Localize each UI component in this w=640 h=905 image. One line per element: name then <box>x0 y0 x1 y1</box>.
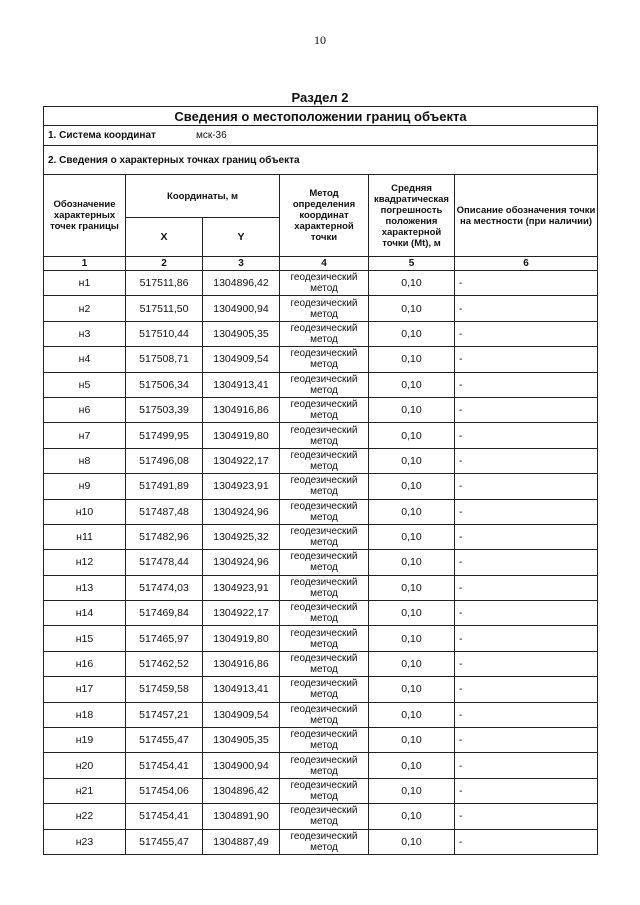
description-cell: - <box>455 271 598 296</box>
mt-cell: 0,10 <box>369 423 455 448</box>
x-cell: 517454,41 <box>126 804 203 829</box>
title-row <box>44 107 598 126</box>
x-cell: 517496,08 <box>126 448 203 473</box>
point-cell: н9 <box>44 474 126 499</box>
method-cell: геодезический метод <box>280 296 369 321</box>
mt-cell: 0,10 <box>369 296 455 321</box>
mt-cell: 0,10 <box>369 397 455 422</box>
method-cell: геодезический метод <box>280 651 369 676</box>
y-cell: 1304891,90 <box>203 804 280 829</box>
point-cell: н3 <box>44 321 126 346</box>
x-cell: 517511,50 <box>126 296 203 321</box>
table-row <box>44 651 598 676</box>
column-number: 3 <box>203 257 280 271</box>
mt-cell: 0,10 <box>369 321 455 346</box>
point-cell: н23 <box>44 829 126 854</box>
mt-cell: 0,10 <box>369 347 455 372</box>
x-cell: 517457,21 <box>126 702 203 727</box>
method-cell: геодезический метод <box>280 677 369 702</box>
y-cell: 1304900,94 <box>203 296 280 321</box>
x-cell: 517503,39 <box>126 397 203 422</box>
table-row <box>44 296 598 321</box>
x-cell: 517459,58 <box>126 677 203 702</box>
coordinate-system-row <box>44 126 598 146</box>
method-cell: геодезический метод <box>280 753 369 778</box>
table-row <box>44 677 598 702</box>
y-cell: 1304905,35 <box>203 321 280 346</box>
mt-cell: 0,10 <box>369 524 455 549</box>
table-row <box>44 524 598 549</box>
x-cell: 517487,48 <box>126 499 203 524</box>
y-cell: 1304922,17 <box>203 601 280 626</box>
method-cell: геодезический метод <box>280 499 369 524</box>
table-row <box>44 550 598 575</box>
x-cell: 517474,03 <box>126 575 203 600</box>
x-cell: 517508,71 <box>126 347 203 372</box>
y-cell: 1304925,32 <box>203 524 280 549</box>
coordinate-system-label: 1. Система координат <box>48 130 156 141</box>
description-cell: - <box>455 677 598 702</box>
y-cell: 1304900,94 <box>203 753 280 778</box>
point-cell: н10 <box>44 499 126 524</box>
point-cell: н16 <box>44 651 126 676</box>
method-cell: геодезический метод <box>280 626 369 651</box>
method-cell: геодезический метод <box>280 550 369 575</box>
table-row <box>44 347 598 372</box>
point-cell: н1 <box>44 271 126 296</box>
mt-cell: 0,10 <box>369 651 455 676</box>
x-cell: 517482,96 <box>126 524 203 549</box>
point-cell: н17 <box>44 677 126 702</box>
y-cell: 1304923,91 <box>203 474 280 499</box>
description-cell: - <box>455 448 598 473</box>
mt-cell: 0,10 <box>369 626 455 651</box>
header-coordinates: Координаты, м <box>126 175 280 218</box>
table-row <box>44 575 598 600</box>
mt-cell: 0,10 <box>369 601 455 626</box>
point-cell: н8 <box>44 448 126 473</box>
header-x: X <box>126 218 203 257</box>
method-cell: геодезический метод <box>280 271 369 296</box>
description-cell: - <box>455 550 598 575</box>
table-row <box>44 753 598 778</box>
method-cell: геодезический метод <box>280 804 369 829</box>
point-cell: н20 <box>44 753 126 778</box>
y-cell: 1304919,80 <box>203 626 280 651</box>
mt-cell: 0,10 <box>369 829 455 854</box>
y-cell: 1304913,41 <box>203 677 280 702</box>
description-cell: - <box>455 626 598 651</box>
method-cell: геодезический метод <box>280 474 369 499</box>
method-cell: геодезический метод <box>280 448 369 473</box>
description-cell: - <box>455 347 598 372</box>
y-cell: 1304896,42 <box>203 778 280 803</box>
table-row <box>44 804 598 829</box>
description-cell: - <box>455 524 598 549</box>
x-cell: 517510,44 <box>126 321 203 346</box>
description-cell: - <box>455 753 598 778</box>
table-row <box>44 499 598 524</box>
x-cell: 517478,44 <box>126 550 203 575</box>
y-cell: 1304913,41 <box>203 372 280 397</box>
table-row <box>44 448 598 473</box>
y-cell: 1304924,96 <box>203 499 280 524</box>
method-cell: геодезический метод <box>280 728 369 753</box>
column-number: 2 <box>126 257 203 271</box>
description-cell: - <box>455 651 598 676</box>
point-cell: н18 <box>44 702 126 727</box>
y-cell: 1304919,80 <box>203 423 280 448</box>
mt-cell: 0,10 <box>369 702 455 727</box>
table-row <box>44 601 598 626</box>
x-cell: 517454,41 <box>126 753 203 778</box>
mt-cell: 0,10 <box>369 474 455 499</box>
page-number: 10 <box>314 33 326 47</box>
point-cell: н5 <box>44 372 126 397</box>
coordinate-system-value: мск-36 <box>195 130 227 141</box>
description-cell: - <box>455 728 598 753</box>
description-cell: - <box>455 296 598 321</box>
description-cell: - <box>455 474 598 499</box>
boundary-points-table <box>43 106 598 855</box>
header-description: Описание обозначения точки на местности (при наличии) <box>455 175 598 257</box>
table-row <box>44 702 598 727</box>
description-cell: - <box>455 702 598 727</box>
method-cell: геодезический метод <box>280 524 369 549</box>
point-cell: н21 <box>44 778 126 803</box>
point-cell: н6 <box>44 397 126 422</box>
table-row <box>44 321 598 346</box>
description-cell: - <box>455 829 598 854</box>
description-cell: - <box>455 601 598 626</box>
y-cell: 1304905,35 <box>203 728 280 753</box>
y-cell: 1304922,17 <box>203 448 280 473</box>
point-cell: н19 <box>44 728 126 753</box>
table-row <box>44 423 598 448</box>
x-cell: 517469,84 <box>126 601 203 626</box>
point-cell: н13 <box>44 575 126 600</box>
x-cell: 517455,47 <box>126 728 203 753</box>
column-number: 1 <box>44 257 126 271</box>
method-cell: геодезический метод <box>280 778 369 803</box>
table-row <box>44 474 598 499</box>
y-cell: 1304916,86 <box>203 397 280 422</box>
column-number: 4 <box>280 257 369 271</box>
x-cell: 517499,95 <box>126 423 203 448</box>
method-cell: геодезический метод <box>280 601 369 626</box>
header-designation: Обозначение характерных точек границы <box>44 175 126 257</box>
method-cell: геодезический метод <box>280 575 369 600</box>
mt-cell: 0,10 <box>369 575 455 600</box>
y-cell: 1304909,54 <box>203 702 280 727</box>
y-cell: 1304887,49 <box>203 829 280 854</box>
x-cell: 517491,89 <box>126 474 203 499</box>
y-cell: 1304916,86 <box>203 651 280 676</box>
table-row <box>44 728 598 753</box>
method-cell: геодезический метод <box>280 397 369 422</box>
mt-cell: 0,10 <box>369 499 455 524</box>
mt-cell: 0,10 <box>369 728 455 753</box>
table-row <box>44 397 598 422</box>
column-numbers-row <box>44 257 598 271</box>
y-cell: 1304909,54 <box>203 347 280 372</box>
point-cell: н22 <box>44 804 126 829</box>
mt-cell: 0,10 <box>369 448 455 473</box>
point-cell: н15 <box>44 626 126 651</box>
method-cell: геодезический метод <box>280 423 369 448</box>
header-method: Метод определения координат характерной точки <box>280 175 369 257</box>
coordinate-system-cell <box>44 126 598 146</box>
document-title: Сведения о местоположении границ объекта <box>44 107 598 126</box>
point-cell: н11 <box>44 524 126 549</box>
mt-cell: 0,10 <box>369 753 455 778</box>
column-number: 6 <box>455 257 598 271</box>
table-row <box>44 372 598 397</box>
point-cell: н2 <box>44 296 126 321</box>
mt-cell: 0,10 <box>369 372 455 397</box>
description-cell: - <box>455 372 598 397</box>
mt-cell: 0,10 <box>369 677 455 702</box>
method-cell: геодезический метод <box>280 702 369 727</box>
section2-title: 2. Сведения о характерных точках границ объекта <box>44 146 598 175</box>
point-cell: н14 <box>44 601 126 626</box>
description-cell: - <box>455 423 598 448</box>
table-row <box>44 829 598 854</box>
y-cell: 1304923,91 <box>203 575 280 600</box>
description-cell: - <box>455 321 598 346</box>
x-cell: 517454,06 <box>126 778 203 803</box>
header-row-top <box>44 175 598 218</box>
description-cell: - <box>455 575 598 600</box>
description-cell: - <box>455 499 598 524</box>
section2-row <box>44 146 598 175</box>
mt-cell: 0,10 <box>369 778 455 803</box>
point-cell: н12 <box>44 550 126 575</box>
description-cell: - <box>455 397 598 422</box>
description-cell: - <box>455 804 598 829</box>
method-cell: геодезический метод <box>280 321 369 346</box>
method-cell: геодезический метод <box>280 829 369 854</box>
y-cell: 1304924,96 <box>203 550 280 575</box>
x-cell: 517506,34 <box>126 372 203 397</box>
description-cell: - <box>455 778 598 803</box>
header-y: Y <box>203 218 280 257</box>
y-cell: 1304896,42 <box>203 271 280 296</box>
table-row <box>44 271 598 296</box>
x-cell: 517511,86 <box>126 271 203 296</box>
table-row <box>44 626 598 651</box>
table-row <box>44 778 598 803</box>
x-cell: 517462,52 <box>126 651 203 676</box>
header-error: Средняя квадратическая погрешность положения характерной точки (Mt), м <box>369 175 455 257</box>
point-cell: н7 <box>44 423 126 448</box>
x-cell: 517455,47 <box>126 829 203 854</box>
section-label: Раздел 2 <box>291 90 349 105</box>
mt-cell: 0,10 <box>369 804 455 829</box>
point-cell: н4 <box>44 347 126 372</box>
mt-cell: 0,10 <box>369 271 455 296</box>
method-cell: геодезический метод <box>280 347 369 372</box>
x-cell: 517465,97 <box>126 626 203 651</box>
method-cell: геодезический метод <box>280 372 369 397</box>
mt-cell: 0,10 <box>369 550 455 575</box>
column-number: 5 <box>369 257 455 271</box>
